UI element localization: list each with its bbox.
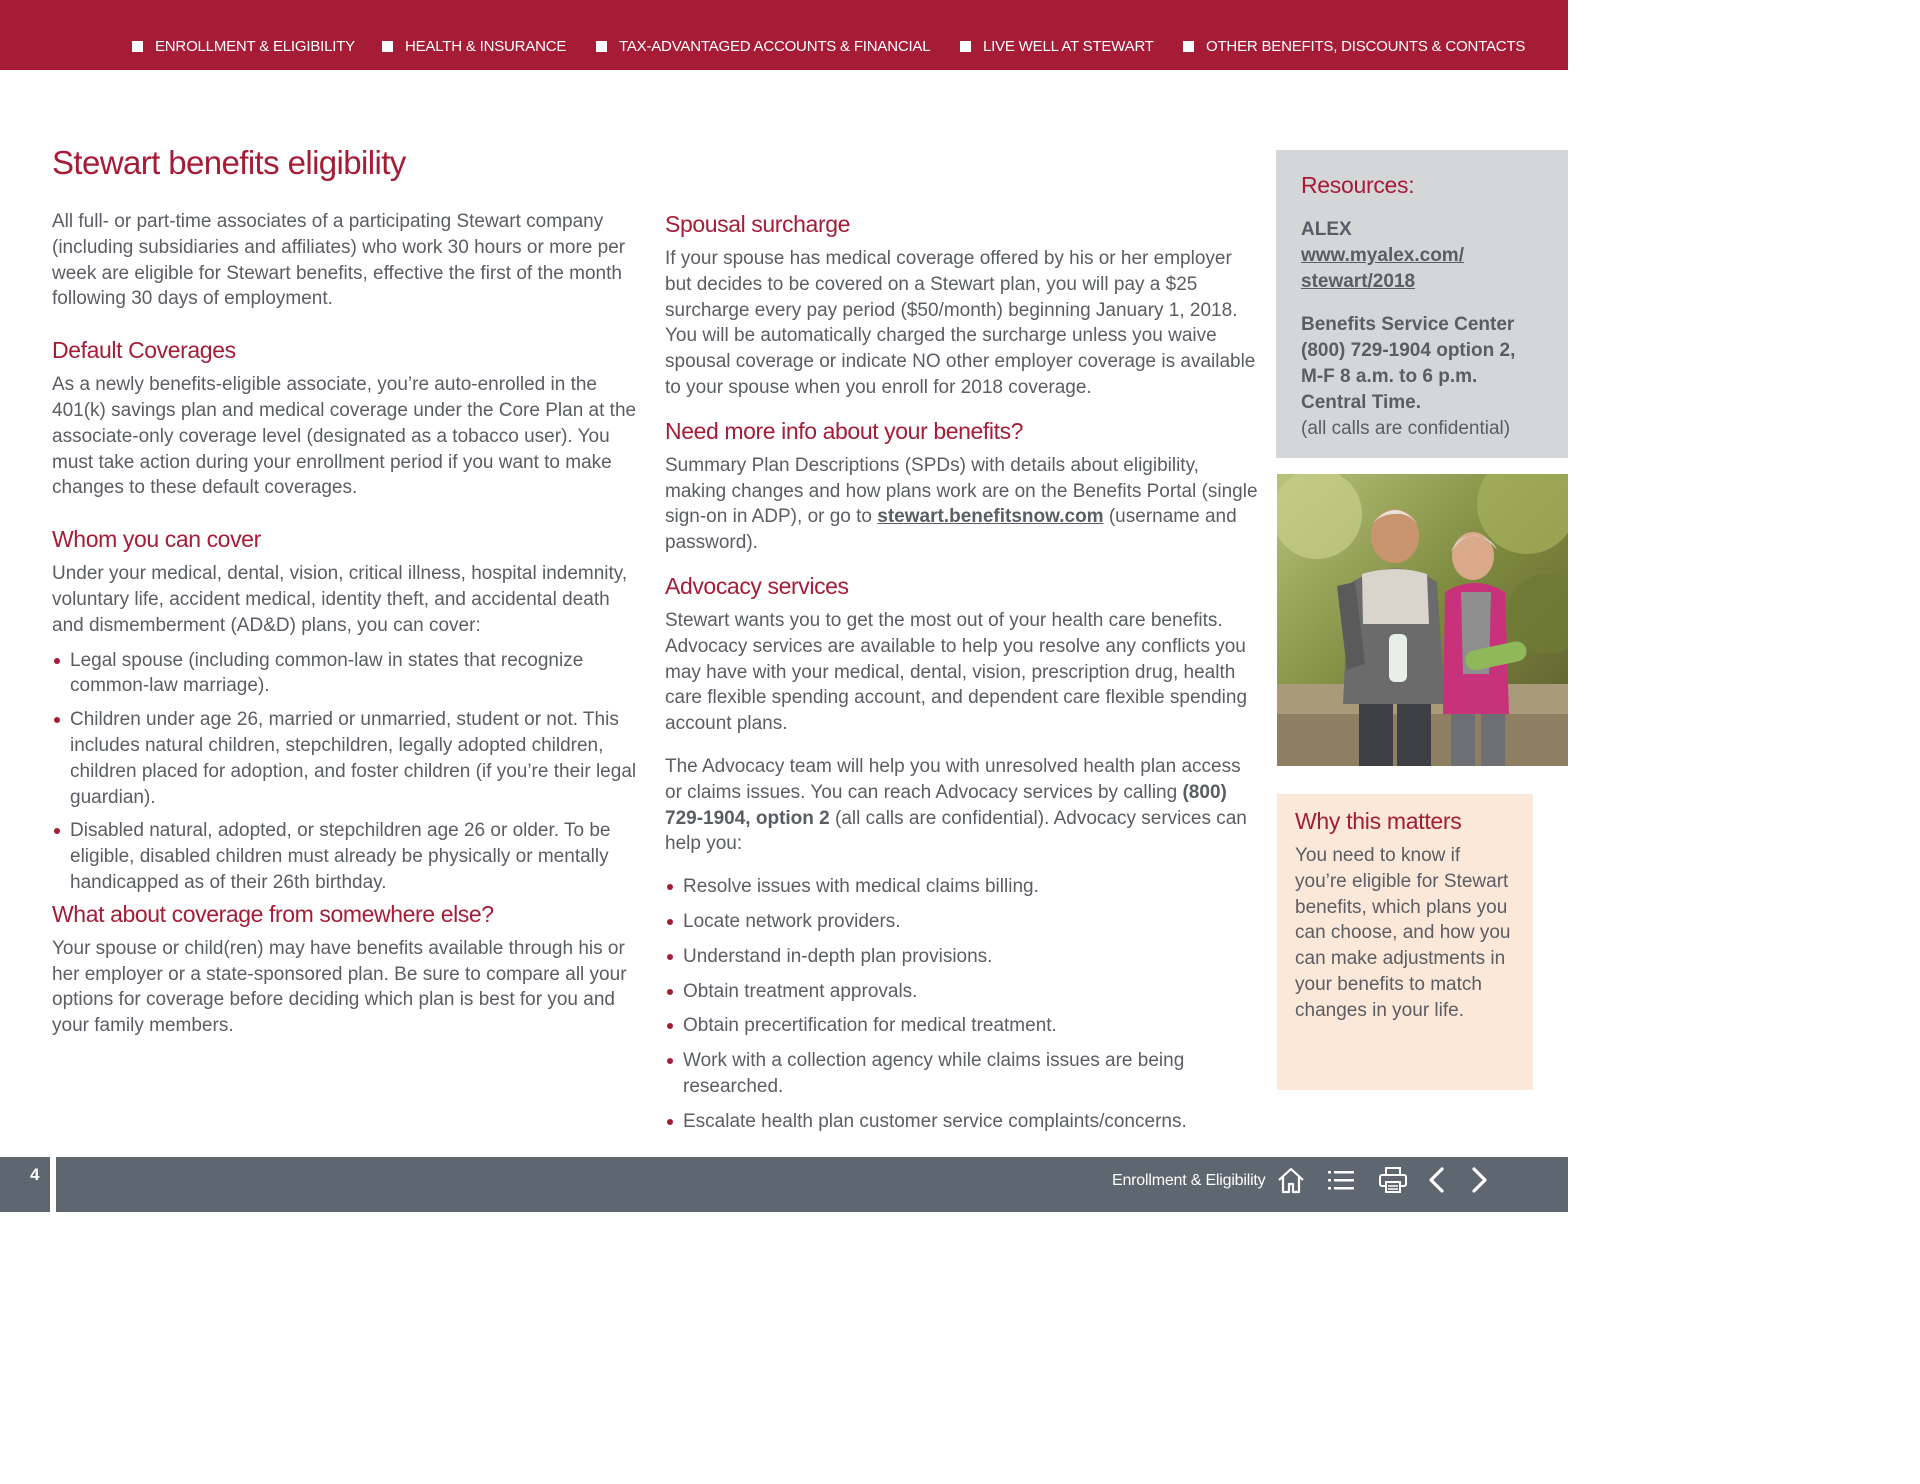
intro-text: All full- or part-time associates of a participating Stewart company (including subsidiaries and affiliates) who work 30 hours or more per week are eligible for Stewart benefits, effective the first of the month following 30 days of employment. bbox=[52, 211, 626, 310]
alex-label: ALEX bbox=[1301, 219, 1352, 240]
page-number: 4 bbox=[0, 1157, 50, 1212]
advocacy-heading: Advocacy services bbox=[665, 572, 849, 599]
print-icon[interactable] bbox=[1378, 1165, 1408, 1195]
why-heading: Why this matters bbox=[1295, 808, 1462, 834]
advocacy-list bbox=[665, 874, 1260, 1134]
nav-item-enrollment[interactable]: ENROLLMENT & ELIGIBILITY bbox=[132, 37, 355, 55]
home-icon[interactable] bbox=[1276, 1165, 1306, 1195]
list-item: Obtain precertification for medical treatment. bbox=[665, 1013, 1260, 1039]
list-item: Resolve issues with medical claims billing. bbox=[665, 874, 1260, 900]
square-bullet-icon bbox=[132, 41, 143, 52]
list-item: Disabled natural, adopted, or stepchildren age 26 or older. To be eligible, disabled children must already be physically or mentally handicapped as of their 26th birthday. bbox=[52, 818, 642, 895]
why-this-matters-box bbox=[1277, 794, 1533, 1090]
service-center-note: (all calls are confidential) bbox=[1301, 418, 1511, 439]
top-navigation bbox=[0, 0, 1568, 70]
nav-item-tax-advantaged[interactable]: TAX-ADVANTAGED ACCOUNTS & FINANCIAL bbox=[596, 37, 930, 55]
left-column bbox=[52, 209, 642, 1039]
resources-box bbox=[1276, 150, 1568, 458]
spousal-heading: Spousal surcharge bbox=[665, 211, 850, 237]
middle-column bbox=[665, 210, 1260, 1135]
footer-divider bbox=[50, 1157, 56, 1212]
nav-item-health[interactable]: HEALTH & INSURANCE bbox=[382, 37, 566, 55]
default-coverages-heading: Default Coverages bbox=[52, 337, 236, 364]
default-coverages-text: As a newly benefits-eligible associate, you’re auto-enrolled in the 401(k) savings plan and medical coverage under the Core Plan at the associate-only coverage level (designated as a tobacco user). You must take action during your enrollment period if you want to make changes to these default coverages. bbox=[52, 374, 637, 499]
square-bullet-icon bbox=[596, 41, 607, 52]
more-info-heading: Need more info about your benefits? bbox=[665, 417, 1024, 444]
coverage-else-heading: What about coverage from somewhere else? bbox=[52, 900, 494, 927]
alex-link-wrap bbox=[1301, 243, 1491, 295]
whom-list bbox=[52, 648, 642, 896]
advocacy-contact-text: The Advocacy team will help you with unresolved health plan access or claims issues. You can reach Advocacy services by calling (800) 729-1904, option 2 (all calls are confidential). Advocacy services can help you: bbox=[665, 755, 1247, 855]
benefitsnow-link[interactable]: stewart.benefitsnow.com bbox=[877, 506, 1104, 528]
square-bullet-icon bbox=[960, 41, 971, 52]
list-item: Locate network providers. bbox=[665, 909, 1260, 935]
square-bullet-icon bbox=[1183, 41, 1194, 52]
service-center-name: Benefits Service Center bbox=[1301, 314, 1515, 335]
advocacy-phone: (800) 729-1904, option 2 bbox=[665, 781, 1227, 829]
footer-section-label: Enrollment & Eligibility bbox=[1112, 1172, 1266, 1189]
service-center-phone: (800) 729-1904 option 2, bbox=[1301, 340, 1516, 361]
nav-item-live-well[interactable]: LIVE WELL AT STEWART bbox=[960, 37, 1154, 55]
resources-heading: Resources: bbox=[1301, 172, 1415, 198]
chevron-left-icon[interactable] bbox=[1424, 1165, 1450, 1195]
list-item: Understand in-depth plan provisions. bbox=[665, 944, 1260, 970]
list-item: Children under age 26, married or unmarried, student or not. This includes natural children, stepchildren, legally adopted children, children placed for adoption, and foster children (if you’re their legal guardian). bbox=[52, 707, 642, 810]
list-item: Obtain treatment approvals. bbox=[665, 979, 1260, 1005]
list-item: Legal spouse (including common-law in states that recognize common-law marriage). bbox=[52, 648, 642, 700]
service-center-hours: M-F 8 a.m. to 6 p.m. bbox=[1301, 366, 1478, 387]
whom-heading: Whom you can cover bbox=[52, 526, 261, 553]
alex-link[interactable]: www.myalex.com/ stewart/2018 bbox=[1301, 245, 1464, 292]
whom-text: Under your medical, dental, vision, critical illness, hospital indemnity, voluntary life, accident medical, identity theft, and accidental death and dismemberment (AD&D) plans, you can cover: bbox=[52, 563, 628, 636]
list-item: Work with a collection agency while claims issues are being researched. bbox=[665, 1048, 1260, 1100]
more-info-text: Summary Plan Descriptions (SPDs) with details about eligibility, making changes and how plans work are on the Benefits Portal (single sign-on in ADP), or go to stewart.benefitsnow.com (username and password). bbox=[665, 454, 1258, 554]
square-bullet-icon bbox=[382, 41, 393, 52]
nav-item-other-benefits[interactable]: OTHER BENEFITS, DISCOUNTS & CONTACTS bbox=[1183, 37, 1525, 55]
coverage-else-text: Your spouse or child(ren) may have benefits available through his or her employer or a state-sponsored plan. Be sure to compare all your options for coverage before deciding which plan is best for you and your family members. bbox=[52, 937, 627, 1037]
list-icon[interactable] bbox=[1326, 1165, 1356, 1195]
advocacy-text: Stewart wants you to get the most out of your health care benefits. Advocacy services are available to help you resolve any conflicts you may have with your medical, dental, vision, prescription drug, health care flexible spending account, and dependent care flexible spending account plans. bbox=[665, 609, 1248, 735]
couple-illustration bbox=[1277, 474, 1568, 766]
spousal-text: If your spouse has medical coverage offered by his or her employer but decides to be covered on a Stewart plan, you will pay a $25 surcharge every pay period ($50/month) beginning January 1, 2018. You will be automatically charged the surcharge unless you waive spousal coverage or indicate NO other employer coverage is available to your spouse when you enroll for 2018 coverage. bbox=[665, 248, 1256, 398]
page-title: Stewart benefits eligibility bbox=[52, 144, 406, 181]
service-center-timezone: Central Time. bbox=[1301, 392, 1422, 413]
list-item: Escalate health plan customer service complaints/concerns. bbox=[665, 1109, 1260, 1135]
why-text: You need to know if you’re eligible for Stewart benefits, which plans you can choose, and how you can make adjustments in your benefits to match changes in your life. bbox=[1295, 845, 1511, 1021]
couple-photo bbox=[1277, 474, 1568, 766]
chevron-right-icon[interactable] bbox=[1466, 1165, 1492, 1195]
